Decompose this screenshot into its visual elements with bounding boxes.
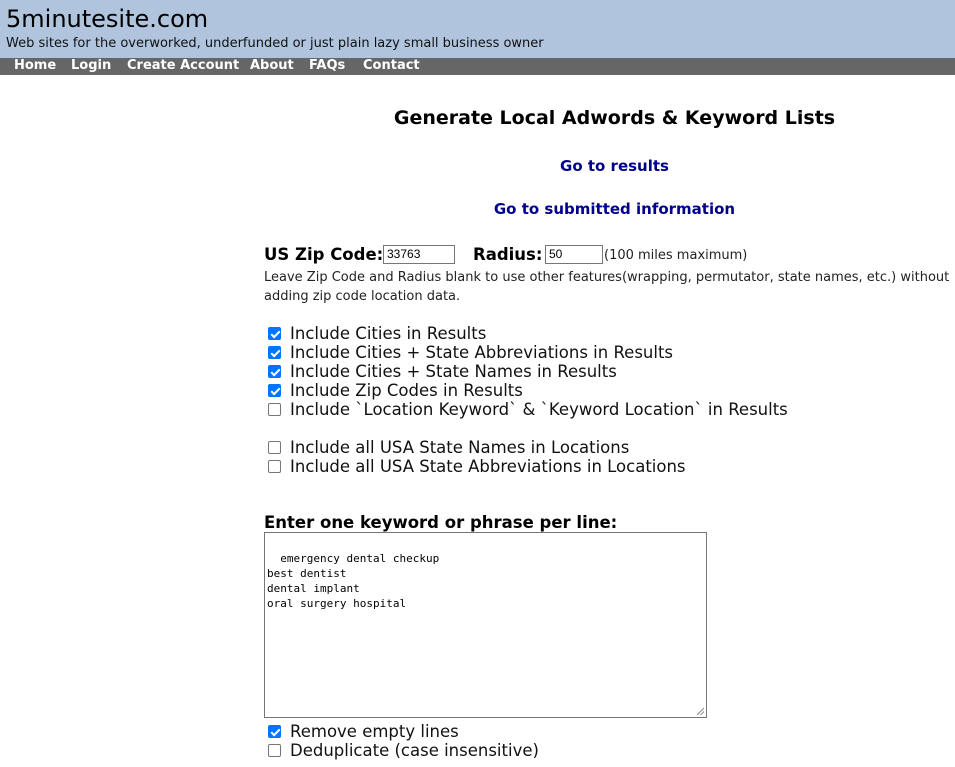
checkbox-label: Include Zip Codes in Results bbox=[290, 381, 523, 400]
page-title: Generate Local Adwords & Keyword Lists bbox=[393, 107, 836, 129]
resize-handle-icon[interactable] bbox=[696, 707, 704, 715]
site-tagline: Web sites for the overworked, underfunded or just plain lazy small business owner bbox=[6, 36, 544, 51]
nav-faqs[interactable]: FAQs bbox=[309, 58, 346, 73]
checkbox-label: Include all USA State Abbreviations in Locations bbox=[290, 457, 686, 476]
site-title[interactable]: 5minutesite.com bbox=[6, 5, 209, 33]
radius-hint: (100 miles maximum) bbox=[604, 248, 748, 263]
include-cities-state-abbr-checkbox[interactable] bbox=[268, 346, 281, 359]
nav-about[interactable]: About bbox=[250, 58, 294, 73]
include-cities-state-names-checkbox[interactable] bbox=[268, 365, 281, 378]
remove-empty-lines-checkbox[interactable] bbox=[268, 725, 281, 738]
checkbox-label: Include Cities in Results bbox=[290, 324, 487, 343]
checkbox-label: Include Cities + State Names in Results bbox=[290, 362, 617, 381]
help-text: Leave Zip Code and Radius blank to use other features(wrapping, permutator, state names, etc.) without adding zip code location data. bbox=[264, 270, 950, 304]
zip-code-input[interactable]: 33763 bbox=[383, 245, 455, 264]
include-zip-codes-checkbox[interactable] bbox=[268, 384, 281, 397]
checkbox-label: Include Cities + State Abbreviations in Results bbox=[290, 343, 674, 362]
keywords-text: emergency dental checkup best dentist dental implant oral surgery hospital bbox=[267, 552, 440, 610]
site-header bbox=[0, 0, 955, 58]
nav-login[interactable]: Login bbox=[71, 58, 112, 73]
nav-bar bbox=[0, 58, 955, 75]
location-keyword-checkbox[interactable] bbox=[268, 403, 281, 416]
checkbox-label: Include all USA State Names in Locations bbox=[290, 438, 630, 457]
radius-input[interactable]: 50 bbox=[545, 245, 603, 264]
nav-create-account[interactable]: Create Account bbox=[127, 58, 240, 73]
checkbox-label: Deduplicate (case insensitive) bbox=[290, 741, 539, 760]
keywords-textarea[interactable] bbox=[264, 532, 707, 718]
state-names-checkbox[interactable] bbox=[268, 441, 281, 454]
checkbox-label: Include `Location Keyword` & `Keyword Location` in Results bbox=[290, 400, 788, 419]
keywords-label: Enter one keyword or phrase per line: bbox=[264, 513, 618, 532]
state-abbreviations-checkbox[interactable] bbox=[268, 460, 281, 473]
nav-contact[interactable]: Contact bbox=[363, 58, 420, 73]
checkbox-label: Remove empty lines bbox=[290, 722, 459, 741]
zip-code-label: US Zip Code: bbox=[264, 245, 384, 264]
go-to-submitted-link[interactable]: Go to submitted information bbox=[493, 200, 736, 218]
go-to-results-link[interactable]: Go to results bbox=[560, 157, 669, 175]
include-cities-checkbox[interactable] bbox=[268, 327, 281, 340]
nav-home[interactable]: Home bbox=[14, 58, 57, 73]
deduplicate-checkbox[interactable] bbox=[268, 744, 281, 757]
radius-label: Radius: bbox=[473, 245, 543, 264]
